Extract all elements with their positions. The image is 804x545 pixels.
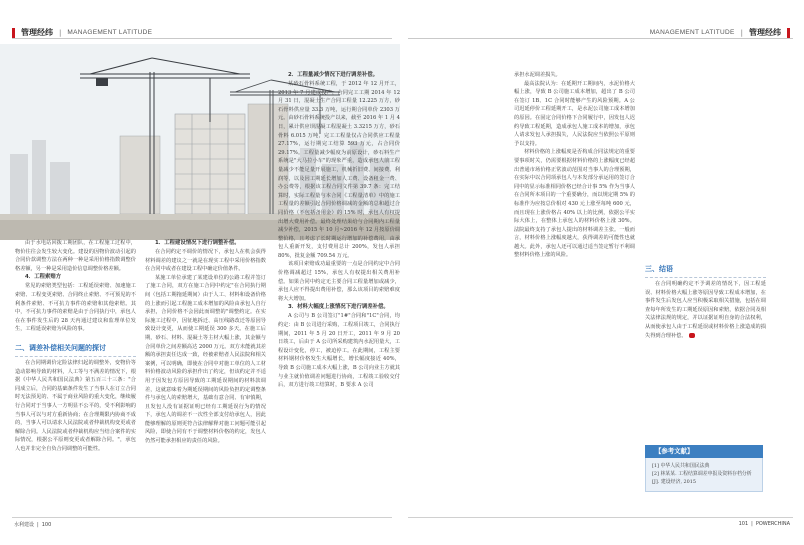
references-list bbox=[645, 458, 763, 492]
paragraph: 材料价格的上涨幅度是否构成合同法规定的重要要事项时关，仍需要根据材料价格的上涨幅度已经超出普通市场价格正常波动范围对当事人的合理预期，在实际中以合同项承包人与本发部分承运用的签订合同中的显示标准相同价格已经合计事 5% 作为当事人在合同所本项目的一个重要确分，而以规定期 5% 的标准作为应按总价相对 430 元上涨至每吨 600 元，而且现在上涨价格占 40% 以上的比例，依据公平实际大体上，在整体上承包人的材料价格上涨 30%。法院最终支持了承包人提出的材料调差主张。一般而言，材料价格上涨幅度越大，获得调差的可能性也就越大。此外，承包人还可以通过适当签定暂行不利调整材料价格上涨的风险。 bbox=[514, 149, 635, 259]
paragraph: 常见的索赔类型包括：工程延误索赔、加速施工索赔、工程变更索赔、合同终止索赔、不可预见的不利条件索赔、不可抗力事件的索赔和其他索赔。其中，不可抗力事件的索赔是由于合同执行中，承包人在在事件发生后的 28 天内通过建议和监理单位发生，工程延误索赔为风险的事。 bbox=[15, 283, 136, 333]
page-number: 100 bbox=[41, 521, 52, 528]
subheading: 3．材料大幅度上涨情况下进行调差补偿。 bbox=[288, 304, 389, 311]
section-name-cn: 管理经纬 bbox=[21, 28, 53, 37]
column-4 bbox=[514, 71, 635, 260]
paragraph: 在合同期调价定险法律归起的调整外，变物价等造动影响导致的材料，人工等与不满差的情况下，根据《中华人民共和国民法典》第五百三十三条："合同成立后，合同的基础条件发生了当事人在订立合同时无法预见的、不属于商业风险的重大变化，继续履行合同对于当事人一方明显不公平的，受不利影响的当事人可以与对方重新协商；在合理期限内协商不成的，当事人可以请求人民法院或者仲裁机构变更或者解除合同。人民法院或者仲裁机构应当结合案件的实际情况，根据公平原则变更或者解除合同。"，承包人也并非完全自负合同调整的可能性。 bbox=[15, 359, 136, 452]
column-3 bbox=[278, 71, 400, 390]
paragraph: 某施工单位承建了某建设单位的公路工程并签订了施工合同，双方在施工合同中约定"在合同执行期间（包括工期拖延期间）由于人工、材料和设备价格的上涨而引起工程施工成本增加的风险由承包人自行承担，合同价格不会因此而调整的"调整约定。在实际施工过程中，因征地拆迁、高压线路改迁等原因导致设计变更，从而使工期延误 300 多天。在施工后期，砂石、材料、混凝土等主材大幅上涨，其金额与合同单价之间差额高达 2000 万元。双方未能就其差额的承担责任达成一致，经被索赔者人民法院和相关案例，可以明确，即使在合同中对施工单位的人工材料价格波动风险的承担作出了约定，但该约定并不适用于因发包方原因导致的工期延误期间的材料款调差，这就意味着为期延误期间的风险负担的定调整条件与承包人的索赔增大，基础有意合同、有审慎期，且发包人没有证据证明已经有工期延误行为的情况下，承包人的调差不一次性全部支付给承包人，因此能够理解的原则更符合法律解释对施工问题可能引起风险，即使合同有不于调整材料价格的约定，发包人仍然可能承担相应的责任的风险。 bbox=[145, 274, 266, 445]
publication-name: 水利建设 bbox=[14, 522, 35, 528]
page-header-left bbox=[12, 27, 152, 38]
end-mark-icon bbox=[689, 333, 695, 338]
header-rule-right bbox=[408, 38, 793, 39]
publication-brand: POWERCHINA bbox=[755, 521, 790, 527]
section-name-cn: 管理经纬 bbox=[749, 28, 781, 37]
page-number: 101 bbox=[738, 521, 749, 527]
paragraph: 在合同约定不调价的情况下，承包人在机会获得材料调差的建议之一就是在现实工程中采用价格指数在合同中或者在建设工程中确定价值条件。 bbox=[145, 249, 266, 273]
page-footer-right bbox=[739, 521, 790, 527]
footer-separator: | bbox=[37, 521, 39, 528]
paragraph: 最高法院认为：在延期开工期间内，水泥价格大幅上涨，导致 B 公司施工成本增加，超出了 B 公司在签订 1B、1C 合同时能够产生的风险预期。A 公司迟延停价工程延期开工，是水泥公司施工成本增加的原因。在固定合同价格下合同履行中，因发包人迟约导致工程延期，造成承包人施工成本的增加，承包人请求发包人承担损失，人民法院应当依照公平原则予以支持。 bbox=[514, 80, 635, 147]
paragraph: 该项目索赔成功最重要的一点是合同约定中合同价格调减超过 15%，承包人有权提出相关费用补偿。如果合同中约定无主要合同工程量增加或减少，承包人应不得提出费用补偿，那么该项目的索赔难度将大大增加。 bbox=[278, 261, 400, 302]
paragraph: A 公司与 B 公司签订"1#"合同和"1C"合同，均约定：由 B 公司进行采购，工程项目竣工，合同执行期间，2011 年 5 月 20 日开工，2011 年 9 月 20 日竣工，后由于 A 公司所采购建筑内水泥用量大，工程设计变化，停工，被迫停工。在此期间，工程主要材料钢材价格发生大幅增长，增长幅度接近 40%，导致 B 公司施工成本大幅上涨，B 公司向业主方就其与业主就价值调差问题进行协商，工程竣工验收交付后，双方进行竣工结算时，B 要求 A 公司 bbox=[278, 313, 400, 389]
column-2 bbox=[145, 239, 266, 446]
section-name-en: MANAGEMENT LATITUDE bbox=[67, 29, 153, 36]
header-separator: | bbox=[59, 28, 62, 37]
footer-separator: | bbox=[751, 521, 753, 527]
section-title: 三、结语 bbox=[645, 263, 766, 278]
footer-rule-left bbox=[12, 517, 392, 518]
page-header-right bbox=[650, 27, 790, 38]
section-name-en: MANAGEMENT LATITUDE bbox=[649, 29, 735, 36]
references-title: 【参考文献】 bbox=[645, 445, 763, 458]
paragraph: 由于水电站回拨工期团队，在工程施工过程中，物价往往会发生较大变化。建设的因物价波动引起的合同价款调整方法在两种一种是采用价格指数调整价格差额，另一种是采用造价信息调整价格差额。 bbox=[15, 240, 136, 272]
header-rule-left bbox=[12, 38, 392, 39]
header-accent-mark bbox=[12, 28, 15, 38]
column-1 bbox=[15, 239, 136, 453]
subheading: 1．工程建设情况下进行调整补偿。 bbox=[155, 240, 240, 246]
conclusion-text: 在合同明确约定不予调差的情况下，因工程延误、材料价格大幅上涨等原因导致工程成本增加，在事件发生后发包人应当积极采取相关措施，包括在调查每年所发生的工期延误原因和索赔，依据合同及相关法律法规的规定，并以证据证明自身的合法权利，从而使承包人由于工程延误或材料价格上涨造成的损失得到合理补偿。 bbox=[645, 281, 766, 339]
paragraph: 承担水泥调差损失。 bbox=[514, 72, 561, 78]
subheading: 2．工程量减少情况下进行调差补偿。 bbox=[288, 72, 379, 78]
page-footer-left bbox=[14, 521, 51, 528]
header-separator: | bbox=[740, 28, 743, 37]
subheading: 4．工程索赔方 bbox=[25, 274, 62, 281]
paragraph bbox=[645, 280, 766, 340]
section-title: 二、调差补偿相关问题的探讨 bbox=[15, 342, 136, 357]
header-accent-mark bbox=[787, 28, 790, 38]
footer-rule-right bbox=[408, 517, 793, 518]
reference-item: [1] 中华人民共和国民法典 bbox=[652, 463, 710, 469]
paragraph: 某砂石骨料系统工程，于 2012 年 12 月开工，2013 年 7 月建成投产，合同完工工期 2014 年 12 月 31 日，混凝土生产合同工程量 12.225 万方，砂石骨料供应量 33.3 万吨，运行期合同单价 2303 万元。由砂石骨料系统投产以来，截至 2016 年 1 月 4 日，累计供应坝混凝工程混凝土 3.3215 万方，砂石骨料 6.015 万吨，完工工程量仅占合同供应工程量 27.17%，运行期完工结算 593 万元，占合同价 29.17%。工程量减少幅度为前原设计，砂石料生产系统是"大马拉小车"的现象严重，造成承包人前工程量减少不能足量开展施工，机械折旧费、间接费、利润等，以及因工期延长增加人工费、设备租金一费、办公费等，根据该工程合同文件第 39.7 条：完工结算时，实际工程量与本合同《工程量清单》中的施工工程量的差额引起合同价格调减的金额的总和超过合同价格（不包括备用金）的 15% 时，承包人有权提出增大费用补偿。最终处理结果给与合同期内工程量减少补偿，2015 年 10 月~2016 年 12 月按原价调整价格，且考虑了长时期运行增加的补偿费用，由承包人重新开发，支付费用总计 200%，发包人承担 80%，批复金额 709.54 万元。 bbox=[278, 81, 400, 259]
reference-item: [2] 林某某. 工程结算调差申报及资料存档分析[J]. 建设经济, 2015 bbox=[652, 471, 752, 485]
references-box bbox=[645, 445, 763, 492]
column-5 bbox=[645, 255, 766, 340]
